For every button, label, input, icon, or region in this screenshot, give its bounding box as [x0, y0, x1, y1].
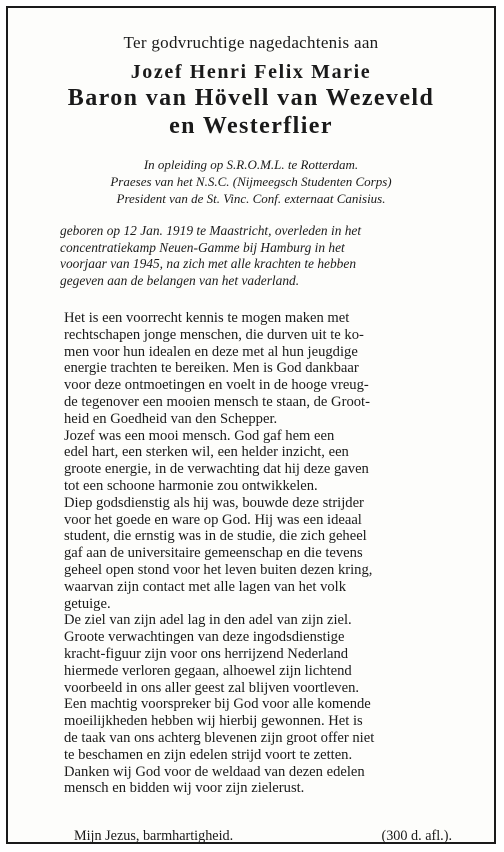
- text-line: waarvan zijn contact met alle lagen van het volk: [64, 578, 347, 595]
- text-line: groote energie, in de verwachting dat hij deze gaven: [64, 461, 369, 478]
- memorial-text: [64, 310, 460, 797]
- text-line: De ziel van zijn adel lag in den adel van zijn ziel.: [64, 612, 352, 629]
- text-line: geheel open stond voor het leven buiten dezen kring,: [64, 561, 373, 578]
- role-line: Praeses van het N.S.C. (Nijmeegsch Studenten Corps): [110, 174, 392, 189]
- bio-line: gegeven aan de belangen van het vaderland.: [60, 272, 300, 288]
- text-line: voor het goede en ware op God. Hij was een ideaal: [64, 511, 362, 528]
- text-line: edel hart, een sterken wil, een helder inzicht, een: [64, 444, 349, 461]
- text-line: kracht-figuur zijn voor ons herrijzend Nederland: [64, 645, 349, 662]
- memorial-card: [6, 6, 496, 844]
- deceased-title-line-1: Baron van Hövell van Wezeveld: [67, 85, 435, 111]
- intro-line: Ter godvruchtige nagedachtenis aan: [123, 33, 379, 52]
- text-line: Groote verwachtingen van deze ingodsdienstige: [64, 629, 345, 646]
- bio-line: geboren op 12 Jan. 1919 te Maastricht, overleden in het: [60, 223, 362, 238]
- text-line: student, die ernstig was in de studie, die zich geheel: [64, 528, 367, 545]
- text-line: men voor hun idealen en deze met al hun jeugdige: [64, 343, 358, 360]
- card-header: [8, 32, 494, 140]
- biography-block: [60, 223, 460, 289]
- text-line: te beschamen en zijn edelen strijd voort te zetten.: [64, 746, 353, 763]
- text-line: Jozef was een mooi mensch. God gaf hem een: [64, 427, 335, 444]
- closing-prayer: Mijn Jezus, barmhartigheid.: [74, 828, 234, 844]
- text-line: gaf aan de universitaire gemeenschap en die tevens: [64, 545, 363, 562]
- text-line: voor deze ontmoetingen en voelt in de hooge vreug-: [64, 377, 369, 394]
- text-line: Een machtig voorspreker bij God voor alle komende: [64, 696, 371, 713]
- text-line: de tegenover een mooien mensch te staan, de Groot-: [64, 393, 370, 410]
- roles-block: [8, 156, 494, 207]
- indulgence-note: (300 d. afl.).: [381, 828, 452, 844]
- text-line: hiermede verloren gegaan, alhoewel zijn lichtend: [64, 662, 352, 679]
- deceased-title-line-2: en Westerflier: [169, 113, 333, 139]
- bio-line: concentratiekamp Neuen-Gamme bij Hamburg in het: [60, 239, 345, 255]
- deceased-given-names: Jozef Henri Felix Marie: [130, 61, 372, 83]
- text-line: de taak van ons achterg blevenen zijn groot offer niet: [64, 729, 375, 746]
- text-line: voorbeeld in ons aller geest zal blijven voortleven.: [64, 679, 360, 696]
- text-line: getuige.: [64, 595, 111, 612]
- text-line: Danken wij God voor de weldaad van dezen edelen: [64, 763, 365, 780]
- role-line: In opleiding op S.R.O.M.L. te Rotterdam.: [143, 157, 359, 172]
- text-line: heid en Goedheid van den Schepper.: [64, 410, 278, 427]
- text-line: Diep godsdienstig als hij was, bouwde deze strijder: [64, 494, 364, 511]
- text-line: Het is een voorrecht kennis te mogen maken met: [64, 310, 350, 326]
- text-line: mensch en bidden wij voor zijn zielerust.: [64, 780, 305, 797]
- text-line: moeilijkheden hebben wij hierbij gewonnen. Het is: [64, 713, 363, 730]
- text-line: energie trachten te bereiken. Men is God dankbaar: [64, 360, 359, 377]
- text-line: rechtschapen jonge menschen, die durven uit te ko-: [64, 326, 364, 343]
- text-line: tot een schoone harmonie zou ontwikkelen.: [64, 477, 318, 494]
- role-line: President van de St. Vinc. Conf. externaat Canisius.: [116, 191, 386, 206]
- bio-line: voorjaar van 1945, na zich met alle krachten te hebben: [60, 256, 357, 271]
